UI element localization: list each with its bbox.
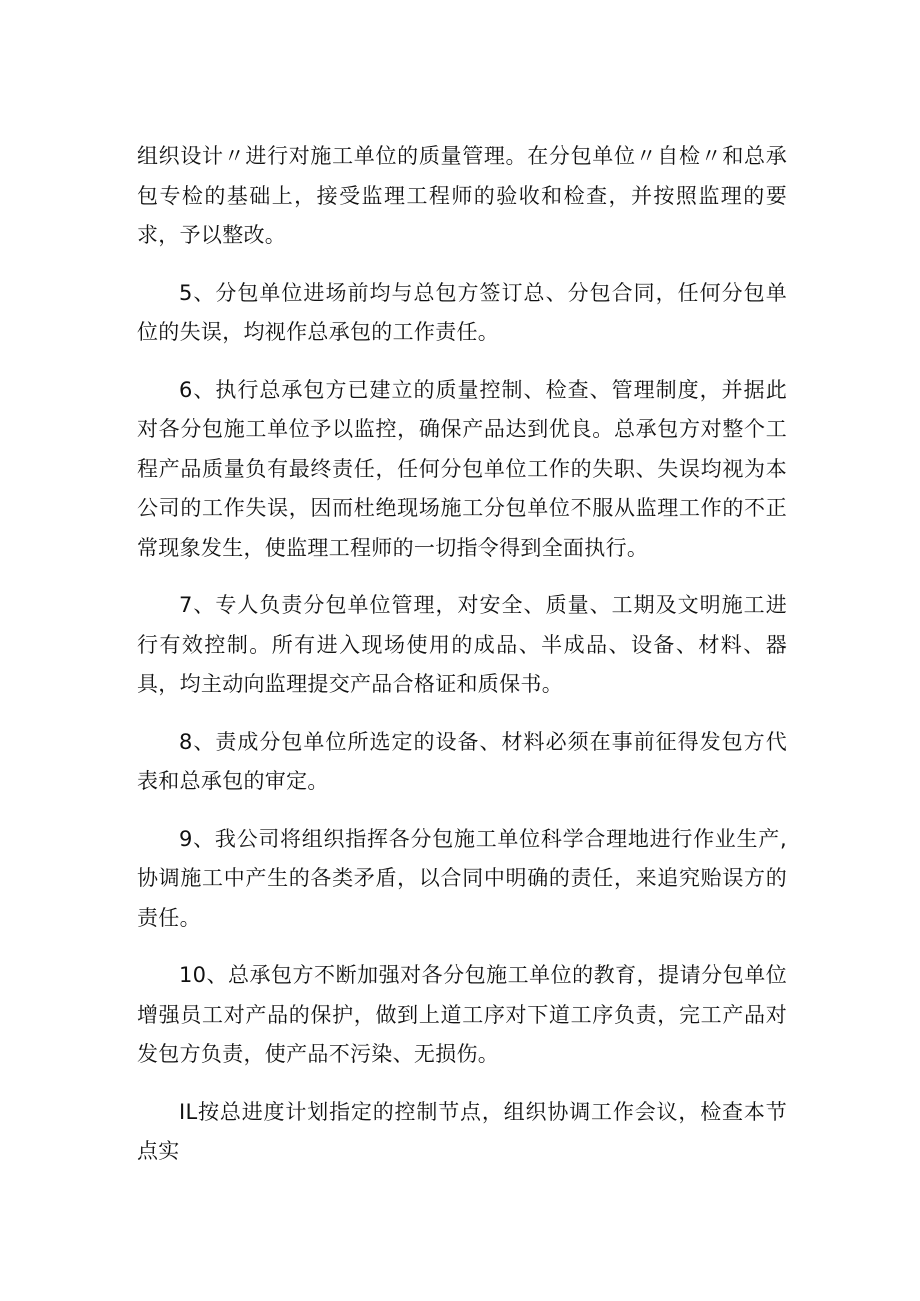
paragraph-item-8: 8、责成分包单位所选定的设备、材料必须在事前征得发包方代表和总承包的审定。 xyxy=(137,729,787,793)
paragraph-item-5: 5、分包单位进场前均与总包方签订总、分包合同，任何分包单位的失误，均视作总承包的工作责任。 xyxy=(137,280,787,344)
paragraph-item-10: 10、总承包方不断加强对各分包施工单位的教育，提请分包单位增强员工对产品的保护，做到上道工序对下道工序负责，完工产品对发包方负责，使产品不污染、无损伤。 xyxy=(137,963,787,1066)
document-body xyxy=(137,137,787,1190)
paragraph-item-6: 6、执行总承包方已建立的质量控制、检查、管理制度，并据此对各分包施工单位予以监控，确保产品达到优良。总承包方对整个工程产品质量负有最终责任，任何分包单位工作的失职、失误均视为本公司的工作失误，因而杜绝现场施工分包单位不服从监理工作的不正常现象发生，使监理工程师的一切指令得到全面执行。 xyxy=(137,377,787,560)
paragraph-item-9: 9、我公司将组织指挥各分包施工单位科学合理地进行作业生产,协调施工中产生的各类矛盾，以合同中明确的责任，来追究贻误方的责任。 xyxy=(137,826,787,930)
paragraph-item-11: IL按总进度计划指定的控制节点，组织协调工作会议，检查本节点实 xyxy=(137,1099,787,1163)
paragraph-item-7: 7、专人负责分包单位管理，对安全、质量、工期及文明施工进行有效控制。所有进入现场使用的成品、半成品、设备、材料、器具，均主动向监理提交产品合格证和质保书。 xyxy=(137,593,787,696)
paragraph-continuation: 组织设计〃进行对施工单位的质量管理。在分包单位〃自检〃和总承包专检的基础上，接受监理工程师的验收和检查，并按照监理的要求，予以整改。 xyxy=(137,144,787,247)
